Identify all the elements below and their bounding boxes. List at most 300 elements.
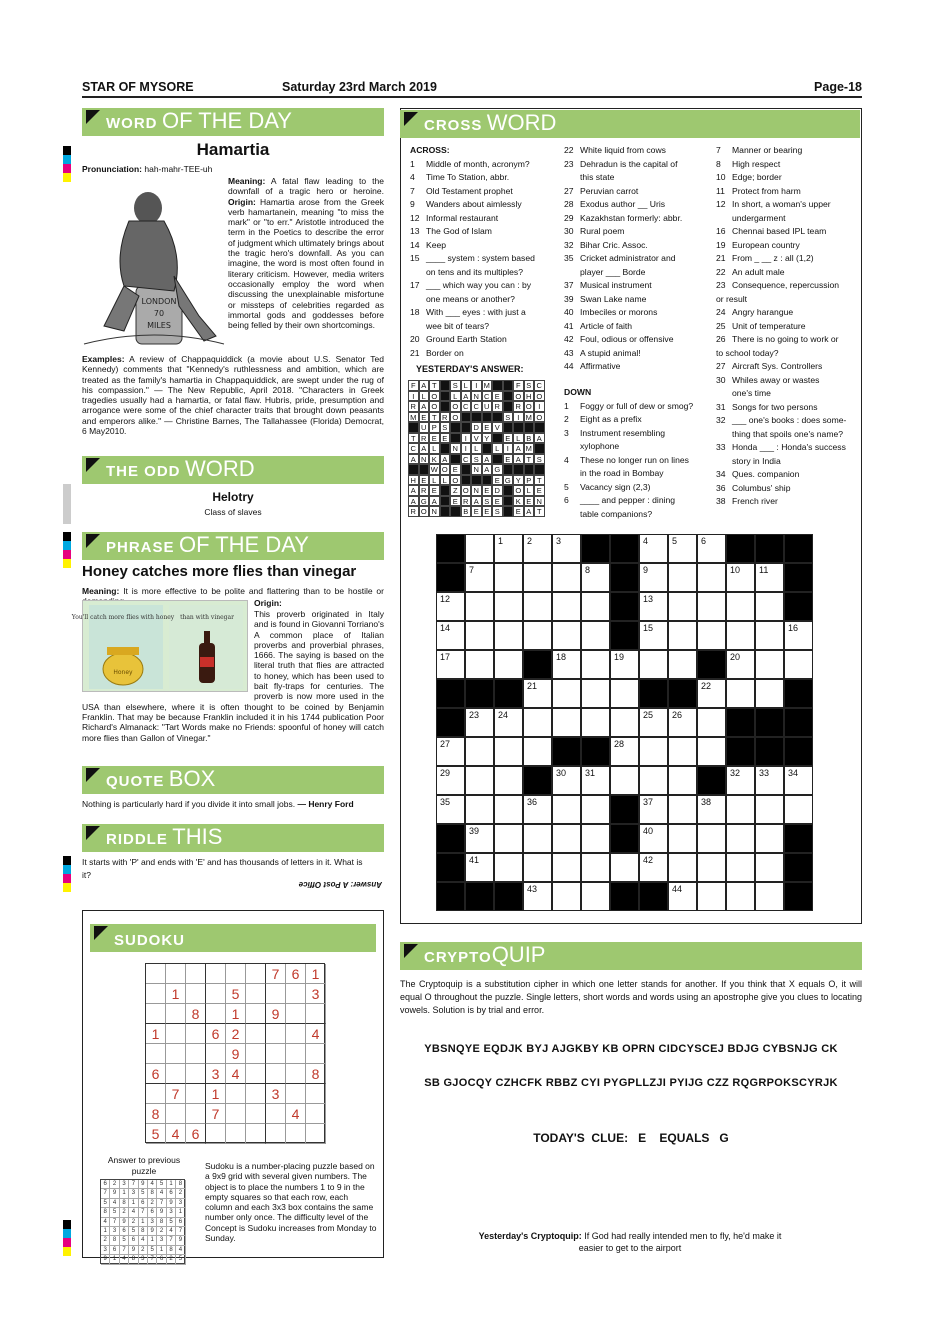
crossword-cell[interactable]: [639, 853, 668, 882]
crossword-cell[interactable]: [465, 795, 494, 824]
sudoku-cell[interactable]: [306, 1104, 326, 1124]
crossword-cell[interactable]: [668, 679, 697, 708]
crossword-cell[interactable]: [494, 882, 523, 911]
sudoku-cell[interactable]: [166, 1064, 186, 1084]
crossword-cell[interactable]: [436, 708, 465, 737]
sudoku-cell[interactable]: [266, 1064, 286, 1084]
sudoku-cell[interactable]: [246, 1044, 266, 1064]
sudoku-cell[interactable]: [246, 1024, 266, 1044]
crossword-cell[interactable]: [784, 534, 813, 563]
crossword-cell[interactable]: [581, 650, 610, 679]
sudoku-cell[interactable]: 3: [306, 984, 326, 1004]
crossword-cell[interactable]: [784, 882, 813, 911]
crossword-cell[interactable]: [639, 592, 668, 621]
crossword-cell[interactable]: [494, 621, 523, 650]
sudoku-cell[interactable]: [146, 1004, 166, 1024]
sudoku-cell[interactable]: [166, 1044, 186, 1064]
sudoku-cell[interactable]: [286, 984, 306, 1004]
crossword-cell[interactable]: [639, 824, 668, 853]
crossword-cell[interactable]: [494, 737, 523, 766]
crossword-cell[interactable]: [552, 882, 581, 911]
yesterday-cell: [450, 454, 461, 465]
crossword-cell[interactable]: [668, 650, 697, 679]
clue-text: European country: [732, 239, 800, 250]
crossword-cell[interactable]: [784, 824, 813, 853]
sudoku-cell[interactable]: 1: [206, 1084, 226, 1104]
crossword-cell[interactable]: [668, 592, 697, 621]
crossword-cell[interactable]: [581, 766, 610, 795]
crossword-cell[interactable]: [523, 563, 552, 592]
sudoku-cell[interactable]: [186, 1064, 206, 1084]
sudoku-cell[interactable]: 7: [166, 1084, 186, 1104]
crossword-cell[interactable]: [436, 534, 465, 563]
sudoku-cell[interactable]: [166, 964, 186, 984]
sudoku-cell[interactable]: 8: [186, 1004, 206, 1024]
clue-number: 7: [716, 145, 721, 155]
sudoku-cell[interactable]: [186, 1024, 206, 1044]
crossword-cell[interactable]: [726, 737, 755, 766]
clue-number: 42: [564, 334, 574, 344]
crossword-cell[interactable]: [523, 882, 552, 911]
crossword-cell[interactable]: [639, 563, 668, 592]
yesterday-cell: L: [450, 391, 461, 402]
cell-number: 31: [585, 768, 596, 778]
yesterday-cell: I: [503, 443, 514, 454]
crossword-cell[interactable]: [581, 621, 610, 650]
clue-text: Border on: [426, 347, 464, 358]
sudoku-cell[interactable]: [266, 984, 286, 1004]
crossword-cell[interactable]: [755, 650, 784, 679]
crossword-cell[interactable]: [494, 563, 523, 592]
crossword-cell[interactable]: [610, 621, 639, 650]
sudoku-cell[interactable]: [146, 1084, 166, 1104]
sudoku-cell[interactable]: [146, 984, 166, 1004]
crossword-cell[interactable]: [610, 882, 639, 911]
crossword-cell[interactable]: [784, 650, 813, 679]
crossword-cell[interactable]: [726, 708, 755, 737]
crossword-cell[interactable]: [668, 882, 697, 911]
crossword-cell[interactable]: [784, 708, 813, 737]
sudoku-cell[interactable]: 6: [186, 1124, 206, 1144]
illustration-text-right: than with vinegar: [180, 614, 234, 621]
crossword-cell[interactable]: [726, 679, 755, 708]
crossword-cell[interactable]: [465, 679, 494, 708]
crossword-cell[interactable]: [784, 795, 813, 824]
crossword-cell[interactable]: [697, 592, 726, 621]
cell-number: 44: [672, 884, 683, 894]
crossword-cell[interactable]: [755, 592, 784, 621]
sudoku-cell[interactable]: [266, 1104, 286, 1124]
crossword-cell[interactable]: [494, 853, 523, 882]
crossword-cell[interactable]: [552, 534, 581, 563]
crossword-cell[interactable]: [610, 679, 639, 708]
crossword-cell[interactable]: [639, 766, 668, 795]
crossword-cell[interactable]: [436, 824, 465, 853]
sudoku-cell[interactable]: [206, 1004, 226, 1024]
clue-number: [564, 171, 580, 185]
sudoku-answer-cell: 7: [157, 1199, 166, 1208]
clue-number: [410, 320, 426, 334]
sudoku-cell[interactable]: [246, 1064, 266, 1084]
crossword-cell[interactable]: [552, 853, 581, 882]
crossword-cell[interactable]: [465, 737, 494, 766]
crossword-cell[interactable]: [581, 853, 610, 882]
down-clues-col2: [564, 386, 714, 521]
sudoku-answer-cell: 9: [110, 1189, 119, 1198]
crossword-cell[interactable]: [784, 766, 813, 795]
crossword-cell[interactable]: [465, 882, 494, 911]
yesterday-cell: E: [492, 391, 503, 402]
crossword-cell[interactable]: [436, 679, 465, 708]
sudoku-cell[interactable]: 6: [146, 1064, 166, 1084]
clue: [564, 467, 714, 481]
crossword-cell[interactable]: [436, 592, 465, 621]
sudoku-cell[interactable]: [306, 1004, 326, 1024]
crossword-cell[interactable]: [552, 824, 581, 853]
crossword-cell[interactable]: [465, 621, 494, 650]
crossword-cell[interactable]: [784, 563, 813, 592]
sudoku-cell[interactable]: [186, 984, 206, 1004]
crossword-cell[interactable]: [697, 824, 726, 853]
sudoku-cell[interactable]: [186, 1044, 206, 1064]
sudoku-cell[interactable]: [186, 1104, 206, 1124]
clue-text: Consequence, repercussion: [732, 280, 840, 290]
crossword-cell[interactable]: [494, 708, 523, 737]
yesterday-cell: F: [408, 380, 419, 391]
sudoku-cell[interactable]: [206, 1044, 226, 1064]
sudoku-cell[interactable]: [166, 1104, 186, 1124]
crossword-cell[interactable]: [552, 621, 581, 650]
crossword-cell[interactable]: [697, 679, 726, 708]
crossword-cell[interactable]: [755, 766, 784, 795]
crossword-cell[interactable]: [581, 824, 610, 853]
crossword-cell[interactable]: [523, 621, 552, 650]
crossword-cell[interactable]: [726, 766, 755, 795]
crossword-cell[interactable]: [668, 766, 697, 795]
sudoku-cell[interactable]: [286, 1024, 306, 1044]
crossword-cell[interactable]: [523, 708, 552, 737]
sudoku-cell[interactable]: [286, 1044, 306, 1064]
clue-text: The God of Islam: [426, 226, 492, 236]
crossword-cell[interactable]: [436, 621, 465, 650]
crossword-cell[interactable]: [465, 824, 494, 853]
sudoku-cell[interactable]: [246, 984, 266, 1004]
sudoku-cell[interactable]: 7: [206, 1104, 226, 1124]
crossword-cell[interactable]: [436, 795, 465, 824]
sudoku-cell[interactable]: [246, 1104, 266, 1124]
crossword-cell[interactable]: [494, 534, 523, 563]
sudoku-cell[interactable]: 9: [226, 1044, 246, 1064]
crossword-cell[interactable]: [697, 534, 726, 563]
crossword-cell[interactable]: [668, 621, 697, 650]
wotd-word: Hamartia: [196, 140, 270, 159]
crossword-cell[interactable]: [465, 592, 494, 621]
crossword-cell[interactable]: [436, 650, 465, 679]
crossword-cell[interactable]: [494, 766, 523, 795]
sudoku-cell[interactable]: [226, 1124, 246, 1144]
sudoku-cell[interactable]: [286, 1004, 306, 1024]
crossword-cell[interactable]: [610, 853, 639, 882]
sudoku-cell[interactable]: 5: [226, 984, 246, 1004]
sudoku-cell[interactable]: 5: [146, 1124, 166, 1144]
crossword-cell[interactable]: [552, 592, 581, 621]
crossword-cell[interactable]: [581, 737, 610, 766]
sudoku-cell[interactable]: 1: [166, 984, 186, 1004]
sudoku-cell[interactable]: 4: [306, 1024, 326, 1044]
crossword-cell[interactable]: [726, 563, 755, 592]
crossword-cell[interactable]: [610, 592, 639, 621]
crossword-cell[interactable]: [639, 621, 668, 650]
cryptoquip-bar-label-b: QUIP: [491, 942, 546, 967]
sudoku-cell[interactable]: [246, 1124, 266, 1144]
crossword-cell[interactable]: [494, 679, 523, 708]
sudoku-cell[interactable]: [206, 984, 226, 1004]
crossword-cell[interactable]: [610, 737, 639, 766]
crossword-cell[interactable]: [610, 795, 639, 824]
sudoku-cell[interactable]: [266, 1044, 286, 1064]
crossword-cell[interactable]: [726, 534, 755, 563]
sudoku-cell[interactable]: [226, 1104, 246, 1124]
crossword-cell[interactable]: [610, 650, 639, 679]
crossword-cell[interactable]: [726, 882, 755, 911]
crossword-cell[interactable]: [668, 708, 697, 737]
crossword-cell[interactable]: [697, 621, 726, 650]
crossword-cell[interactable]: [726, 650, 755, 679]
crossword-cell[interactable]: [755, 679, 784, 708]
crossword-cell[interactable]: [697, 650, 726, 679]
sudoku-cell[interactable]: [186, 1084, 206, 1104]
crossword-cell[interactable]: [465, 534, 494, 563]
phrase-bar-label-b: OF THE DAY: [178, 532, 309, 557]
clue: [564, 185, 714, 199]
sudoku-answer-cell: 2: [101, 1236, 110, 1245]
sudoku-cell[interactable]: [246, 1004, 266, 1024]
crossword-cell[interactable]: [552, 795, 581, 824]
crossword-cell[interactable]: [697, 563, 726, 592]
crossword-cell[interactable]: [523, 853, 552, 882]
across-clues-col1: [410, 144, 560, 360]
yesterday-cell: R: [492, 401, 503, 412]
sudoku-answer-cell: 8: [148, 1189, 157, 1198]
crossword-cell[interactable]: [552, 708, 581, 737]
crossword-cell[interactable]: [639, 534, 668, 563]
sudoku-cell[interactable]: [266, 1024, 286, 1044]
sudoku-cell[interactable]: [286, 1084, 306, 1104]
clue-number: 37: [564, 280, 574, 290]
sudoku-cell[interactable]: [226, 964, 246, 984]
crossword-cell[interactable]: [726, 795, 755, 824]
crossword-cell[interactable]: [436, 737, 465, 766]
crossword-cell[interactable]: [726, 621, 755, 650]
crossword-cell[interactable]: [523, 824, 552, 853]
page-number: Page-18: [814, 80, 862, 94]
crossword-cell[interactable]: [523, 592, 552, 621]
crossword-cell[interactable]: [697, 708, 726, 737]
crossword-cell[interactable]: [465, 708, 494, 737]
crossword-cell[interactable]: [755, 621, 784, 650]
sudoku-cell[interactable]: [266, 1124, 286, 1144]
meaning-label: Meaning:: [228, 176, 266, 186]
sudoku-cell[interactable]: 4: [166, 1124, 186, 1144]
odd-bar-label-a: THE ODD: [106, 463, 181, 480]
sudoku-cell[interactable]: 2: [226, 1024, 246, 1044]
crossword-cell[interactable]: [668, 563, 697, 592]
crossword-cell[interactable]: [639, 882, 668, 911]
crossword-cell[interactable]: [668, 853, 697, 882]
crossword-cell[interactable]: [436, 563, 465, 592]
crossword-cell[interactable]: [668, 795, 697, 824]
crossword-cell[interactable]: [755, 708, 784, 737]
crossword-cell[interactable]: [755, 563, 784, 592]
crossword-cell[interactable]: [697, 766, 726, 795]
crossword-cell[interactable]: [639, 708, 668, 737]
sudoku-cell[interactable]: [226, 1084, 246, 1104]
sudoku-cell[interactable]: 3: [206, 1064, 226, 1084]
yesterday-cell: I: [461, 433, 472, 444]
sudoku-cell[interactable]: [166, 1004, 186, 1024]
crossword-cell[interactable]: [784, 592, 813, 621]
sudoku-cell[interactable]: [186, 964, 206, 984]
crossword-cell[interactable]: [581, 882, 610, 911]
sudoku-cell[interactable]: [286, 1124, 306, 1144]
sudoku-cell[interactable]: [146, 964, 166, 984]
crossword-cell[interactable]: [610, 563, 639, 592]
sudoku-cell[interactable]: [206, 1124, 226, 1144]
crossword-cell[interactable]: [465, 766, 494, 795]
crossword-cell[interactable]: [552, 737, 581, 766]
crossword-cell[interactable]: [581, 592, 610, 621]
crossword-cell[interactable]: [755, 737, 784, 766]
clue-number: 22: [564, 145, 574, 155]
sudoku-answer-cell: 6: [157, 1255, 166, 1264]
crossword-cell[interactable]: [755, 882, 784, 911]
crossword-cell[interactable]: [639, 650, 668, 679]
quote-bar: [82, 766, 384, 794]
sudoku-answer-cell: 2: [120, 1208, 129, 1217]
sudoku-cell[interactable]: [286, 1064, 306, 1084]
crossword-cell[interactable]: [581, 708, 610, 737]
sudoku-cell[interactable]: [206, 964, 226, 984]
crossword-cell[interactable]: [697, 853, 726, 882]
crossword-cell[interactable]: [552, 766, 581, 795]
sudoku-answer-cell: 6: [148, 1208, 157, 1217]
clue-text: Angry harangue: [732, 307, 794, 317]
sudoku-cell[interactable]: [246, 1084, 266, 1104]
crossword-cell[interactable]: [668, 737, 697, 766]
crossword-cell[interactable]: [523, 795, 552, 824]
crossword-cell[interactable]: [552, 650, 581, 679]
crossword-cell[interactable]: [523, 737, 552, 766]
crossword-cell[interactable]: [465, 563, 494, 592]
sudoku-cell[interactable]: 1: [146, 1024, 166, 1044]
crossword-cell[interactable]: [523, 650, 552, 679]
sudoku-cell[interactable]: [246, 964, 266, 984]
crossword-cell[interactable]: [726, 592, 755, 621]
crossword-cell[interactable]: [755, 824, 784, 853]
sudoku-cell[interactable]: 3: [266, 1084, 286, 1104]
sudoku-cell[interactable]: 9: [266, 1004, 286, 1024]
sudoku-cell[interactable]: 1: [306, 964, 326, 984]
crossword-cell[interactable]: [436, 882, 465, 911]
clue-number: 34: [716, 469, 726, 479]
clue-number: 28: [564, 199, 574, 209]
crossword-cell[interactable]: [581, 795, 610, 824]
crossword-cell[interactable]: [523, 766, 552, 795]
crossword-cell[interactable]: [697, 795, 726, 824]
crossword-cell[interactable]: [610, 824, 639, 853]
sudoku-cell[interactable]: [306, 1044, 326, 1064]
yesterday-cell: O: [513, 391, 524, 402]
cell-number: 29: [440, 768, 451, 778]
crossword-cell[interactable]: [726, 824, 755, 853]
crossword-cell[interactable]: [494, 592, 523, 621]
yesterday-cell: R: [408, 401, 419, 412]
clue: [716, 144, 856, 158]
crossword-cell[interactable]: [639, 795, 668, 824]
crossword-cell[interactable]: [465, 853, 494, 882]
sudoku-cell[interactable]: 6: [206, 1024, 226, 1044]
crossword-cell[interactable]: [436, 853, 465, 882]
crossword-cell[interactable]: [784, 737, 813, 766]
sudoku-cell[interactable]: [306, 1124, 326, 1144]
crossword-cell[interactable]: [784, 853, 813, 882]
sudoku-cell[interactable]: [166, 1024, 186, 1044]
crossword-cell[interactable]: [610, 534, 639, 563]
crossword-cell[interactable]: [726, 853, 755, 882]
crossword-cell[interactable]: [494, 650, 523, 679]
sudoku-cell[interactable]: 6: [286, 964, 306, 984]
crossword-cell[interactable]: [639, 737, 668, 766]
crossword-cell[interactable]: [581, 679, 610, 708]
crossword-cell[interactable]: [668, 824, 697, 853]
sudoku-cell[interactable]: 7: [266, 964, 286, 984]
crossword-cell[interactable]: [523, 534, 552, 563]
crossword-cell[interactable]: [494, 795, 523, 824]
crossword-cell[interactable]: [755, 534, 784, 563]
sudoku-cell[interactable]: [306, 1084, 326, 1104]
crossword-cell[interactable]: [755, 795, 784, 824]
crossword-cell[interactable]: [581, 563, 610, 592]
crossword-cell[interactable]: [639, 679, 668, 708]
crossword-cell[interactable]: [610, 708, 639, 737]
crossword-cell[interactable]: [581, 534, 610, 563]
crossword-cell[interactable]: [436, 766, 465, 795]
crossword-cell[interactable]: [784, 679, 813, 708]
crossword-cell[interactable]: [784, 621, 813, 650]
crossword-cell[interactable]: [465, 650, 494, 679]
sudoku-cell[interactable]: 8: [146, 1104, 166, 1124]
crossword-cell[interactable]: [755, 853, 784, 882]
sudoku-answer-cell: 7: [101, 1189, 110, 1198]
sudoku-cell[interactable]: 4: [286, 1104, 306, 1124]
sudoku-cell[interactable]: [146, 1044, 166, 1064]
yesterday-cell: A: [513, 454, 524, 465]
yesterday-cell: A: [408, 454, 419, 465]
crossword-cell[interactable]: [552, 563, 581, 592]
crossword-cell[interactable]: [494, 824, 523, 853]
clue-number: 18: [410, 307, 420, 317]
clue: [716, 441, 856, 455]
crossword-cell[interactable]: [610, 766, 639, 795]
sudoku-cell[interactable]: 1: [226, 1004, 246, 1024]
crossword-cell[interactable]: [552, 679, 581, 708]
sudoku-cell[interactable]: 8: [306, 1064, 326, 1084]
crossword-cell[interactable]: [523, 679, 552, 708]
sudoku-cell[interactable]: 4: [226, 1064, 246, 1084]
crossword-cell[interactable]: [668, 534, 697, 563]
crossword-cell[interactable]: [697, 737, 726, 766]
crossword-cell[interactable]: [697, 882, 726, 911]
